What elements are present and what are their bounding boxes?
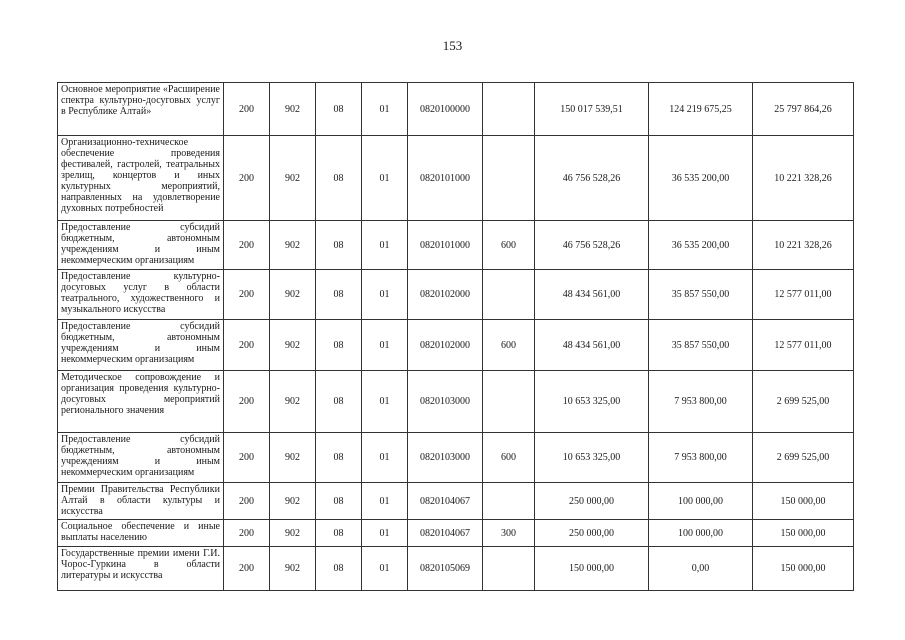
admin-code: 200 [224, 433, 270, 483]
ministry-code: 902 [270, 547, 316, 591]
expense-type-code: 300 [483, 520, 535, 547]
amount-year-1: 48 434 561,00 [535, 320, 649, 371]
amount-year-3: 12 577 011,00 [753, 270, 854, 320]
amount-year-2: 100 000,00 [649, 520, 753, 547]
item-name: Премии Правительства Республики Алтай в области культуры и искусства [58, 483, 224, 520]
amount-year-3: 25 797 864,26 [753, 83, 854, 136]
subsection-code: 01 [362, 136, 408, 221]
amount-year-1: 46 756 528,26 [535, 136, 649, 221]
admin-code: 200 [224, 371, 270, 433]
item-name: Методическое сопровождение и организация проведения культурно-досуговых мероприятий регионального значения [58, 371, 224, 433]
ministry-code: 902 [270, 83, 316, 136]
ministry-code: 902 [270, 371, 316, 433]
amount-year-1: 250 000,00 [535, 483, 649, 520]
section-code: 08 [316, 433, 362, 483]
expense-type-code [483, 483, 535, 520]
page-number: 153 [442, 38, 463, 53]
item-name: Предоставление субсидий бюджетным, автономным учреждениям и иным некоммерческим организациям [58, 433, 224, 483]
item-name: Предоставление субсидий бюджетным, автономным учреждениям и иным некоммерческим организациям [58, 221, 224, 270]
subsection-code: 01 [362, 83, 408, 136]
admin-code: 200 [224, 483, 270, 520]
amount-year-2: 100 000,00 [649, 483, 753, 520]
ministry-code: 902 [270, 520, 316, 547]
target-article-code: 0820104067 [408, 483, 483, 520]
expense-type-code [483, 136, 535, 221]
section-code: 08 [316, 221, 362, 270]
ministry-code: 902 [270, 433, 316, 483]
admin-code: 200 [224, 520, 270, 547]
section-code: 08 [316, 270, 362, 320]
table-row [58, 221, 854, 270]
expense-type-code [483, 547, 535, 591]
item-name: Предоставление культурно-досуговых услуг в области театрального, художественного и музыкального искусства [58, 270, 224, 320]
target-article-code: 0820100000 [408, 83, 483, 136]
amount-year-1: 48 434 561,00 [535, 270, 649, 320]
amount-year-3: 2 699 525,00 [753, 371, 854, 433]
amount-year-3: 150 000,00 [753, 547, 854, 591]
table-row [58, 483, 854, 520]
amount-year-2: 7 953 800,00 [649, 371, 753, 433]
expense-type-code [483, 371, 535, 433]
table-row [58, 136, 854, 221]
section-code: 08 [316, 547, 362, 591]
admin-code: 200 [224, 83, 270, 136]
amount-year-2: 35 857 550,00 [649, 320, 753, 371]
admin-code: 200 [224, 270, 270, 320]
amount-year-1: 150 000,00 [535, 547, 649, 591]
item-name: Организационно-техническое обеспечение проведения фестивалей, гастролей, театральных зрелищ, концертов и иных культурных мероприятий, направленных на удовлетворение духовных потребностей [58, 136, 224, 221]
ministry-code: 902 [270, 270, 316, 320]
target-article-code: 0820102000 [408, 320, 483, 371]
ministry-code: 902 [270, 221, 316, 270]
target-article-code: 0820103000 [408, 433, 483, 483]
subsection-code: 01 [362, 433, 408, 483]
amount-year-3: 10 221 328,26 [753, 136, 854, 221]
table-row [58, 433, 854, 483]
expense-type-code [483, 83, 535, 136]
budget-table [57, 82, 854, 591]
section-code: 08 [316, 136, 362, 221]
section-code: 08 [316, 483, 362, 520]
table-row [58, 371, 854, 433]
section-code: 08 [316, 371, 362, 433]
amount-year-2: 124 219 675,25 [649, 83, 753, 136]
target-article-code: 0820104067 [408, 520, 483, 547]
amount-year-3: 2 699 525,00 [753, 433, 854, 483]
admin-code: 200 [224, 221, 270, 270]
target-article-code: 0820102000 [408, 270, 483, 320]
amount-year-2: 36 535 200,00 [649, 136, 753, 221]
admin-code: 200 [224, 320, 270, 371]
subsection-code: 01 [362, 547, 408, 591]
ministry-code: 902 [270, 483, 316, 520]
expense-type-code: 600 [483, 433, 535, 483]
amount-year-3: 12 577 011,00 [753, 320, 854, 371]
amount-year-2: 36 535 200,00 [649, 221, 753, 270]
admin-code: 200 [224, 547, 270, 591]
table-row [58, 320, 854, 371]
ministry-code: 902 [270, 136, 316, 221]
subsection-code: 01 [362, 371, 408, 433]
target-article-code: 0820101000 [408, 136, 483, 221]
expense-type-code [483, 270, 535, 320]
target-article-code: 0820101000 [408, 221, 483, 270]
table-row [58, 83, 854, 136]
subsection-code: 01 [362, 520, 408, 547]
expense-type-code: 600 [483, 221, 535, 270]
table-row [58, 520, 854, 547]
section-code: 08 [316, 83, 362, 136]
amount-year-1: 150 017 539,51 [535, 83, 649, 136]
section-code: 08 [316, 320, 362, 371]
section-code: 08 [316, 520, 362, 547]
amount-year-2: 0,00 [649, 547, 753, 591]
subsection-code: 01 [362, 221, 408, 270]
item-name: Государственные премии имени Г.И. Чорос-Гуркина в области литературы и искусства [58, 547, 224, 591]
item-name: Социальное обеспечение и иные выплаты населению [58, 520, 224, 547]
expense-type-code: 600 [483, 320, 535, 371]
amount-year-2: 35 857 550,00 [649, 270, 753, 320]
table-row [58, 270, 854, 320]
admin-code: 200 [224, 136, 270, 221]
amount-year-1: 10 653 325,00 [535, 371, 649, 433]
item-name: Предоставление субсидий бюджетным, автономным учреждениям и иным некоммерческим организациям [58, 320, 224, 371]
item-name: Основное мероприятие «Расширение спектра культурно-досуговых услуг в Республике Алтай» [58, 83, 224, 136]
subsection-code: 01 [362, 320, 408, 371]
target-article-code: 0820103000 [408, 371, 483, 433]
amount-year-2: 7 953 800,00 [649, 433, 753, 483]
subsection-code: 01 [362, 483, 408, 520]
amount-year-3: 150 000,00 [753, 520, 854, 547]
table-row [58, 547, 854, 591]
subsection-code: 01 [362, 270, 408, 320]
amount-year-3: 10 221 328,26 [753, 221, 854, 270]
ministry-code: 902 [270, 320, 316, 371]
amount-year-1: 10 653 325,00 [535, 433, 649, 483]
amount-year-1: 250 000,00 [535, 520, 649, 547]
amount-year-3: 150 000,00 [753, 483, 854, 520]
amount-year-1: 46 756 528,26 [535, 221, 649, 270]
target-article-code: 0820105069 [408, 547, 483, 591]
